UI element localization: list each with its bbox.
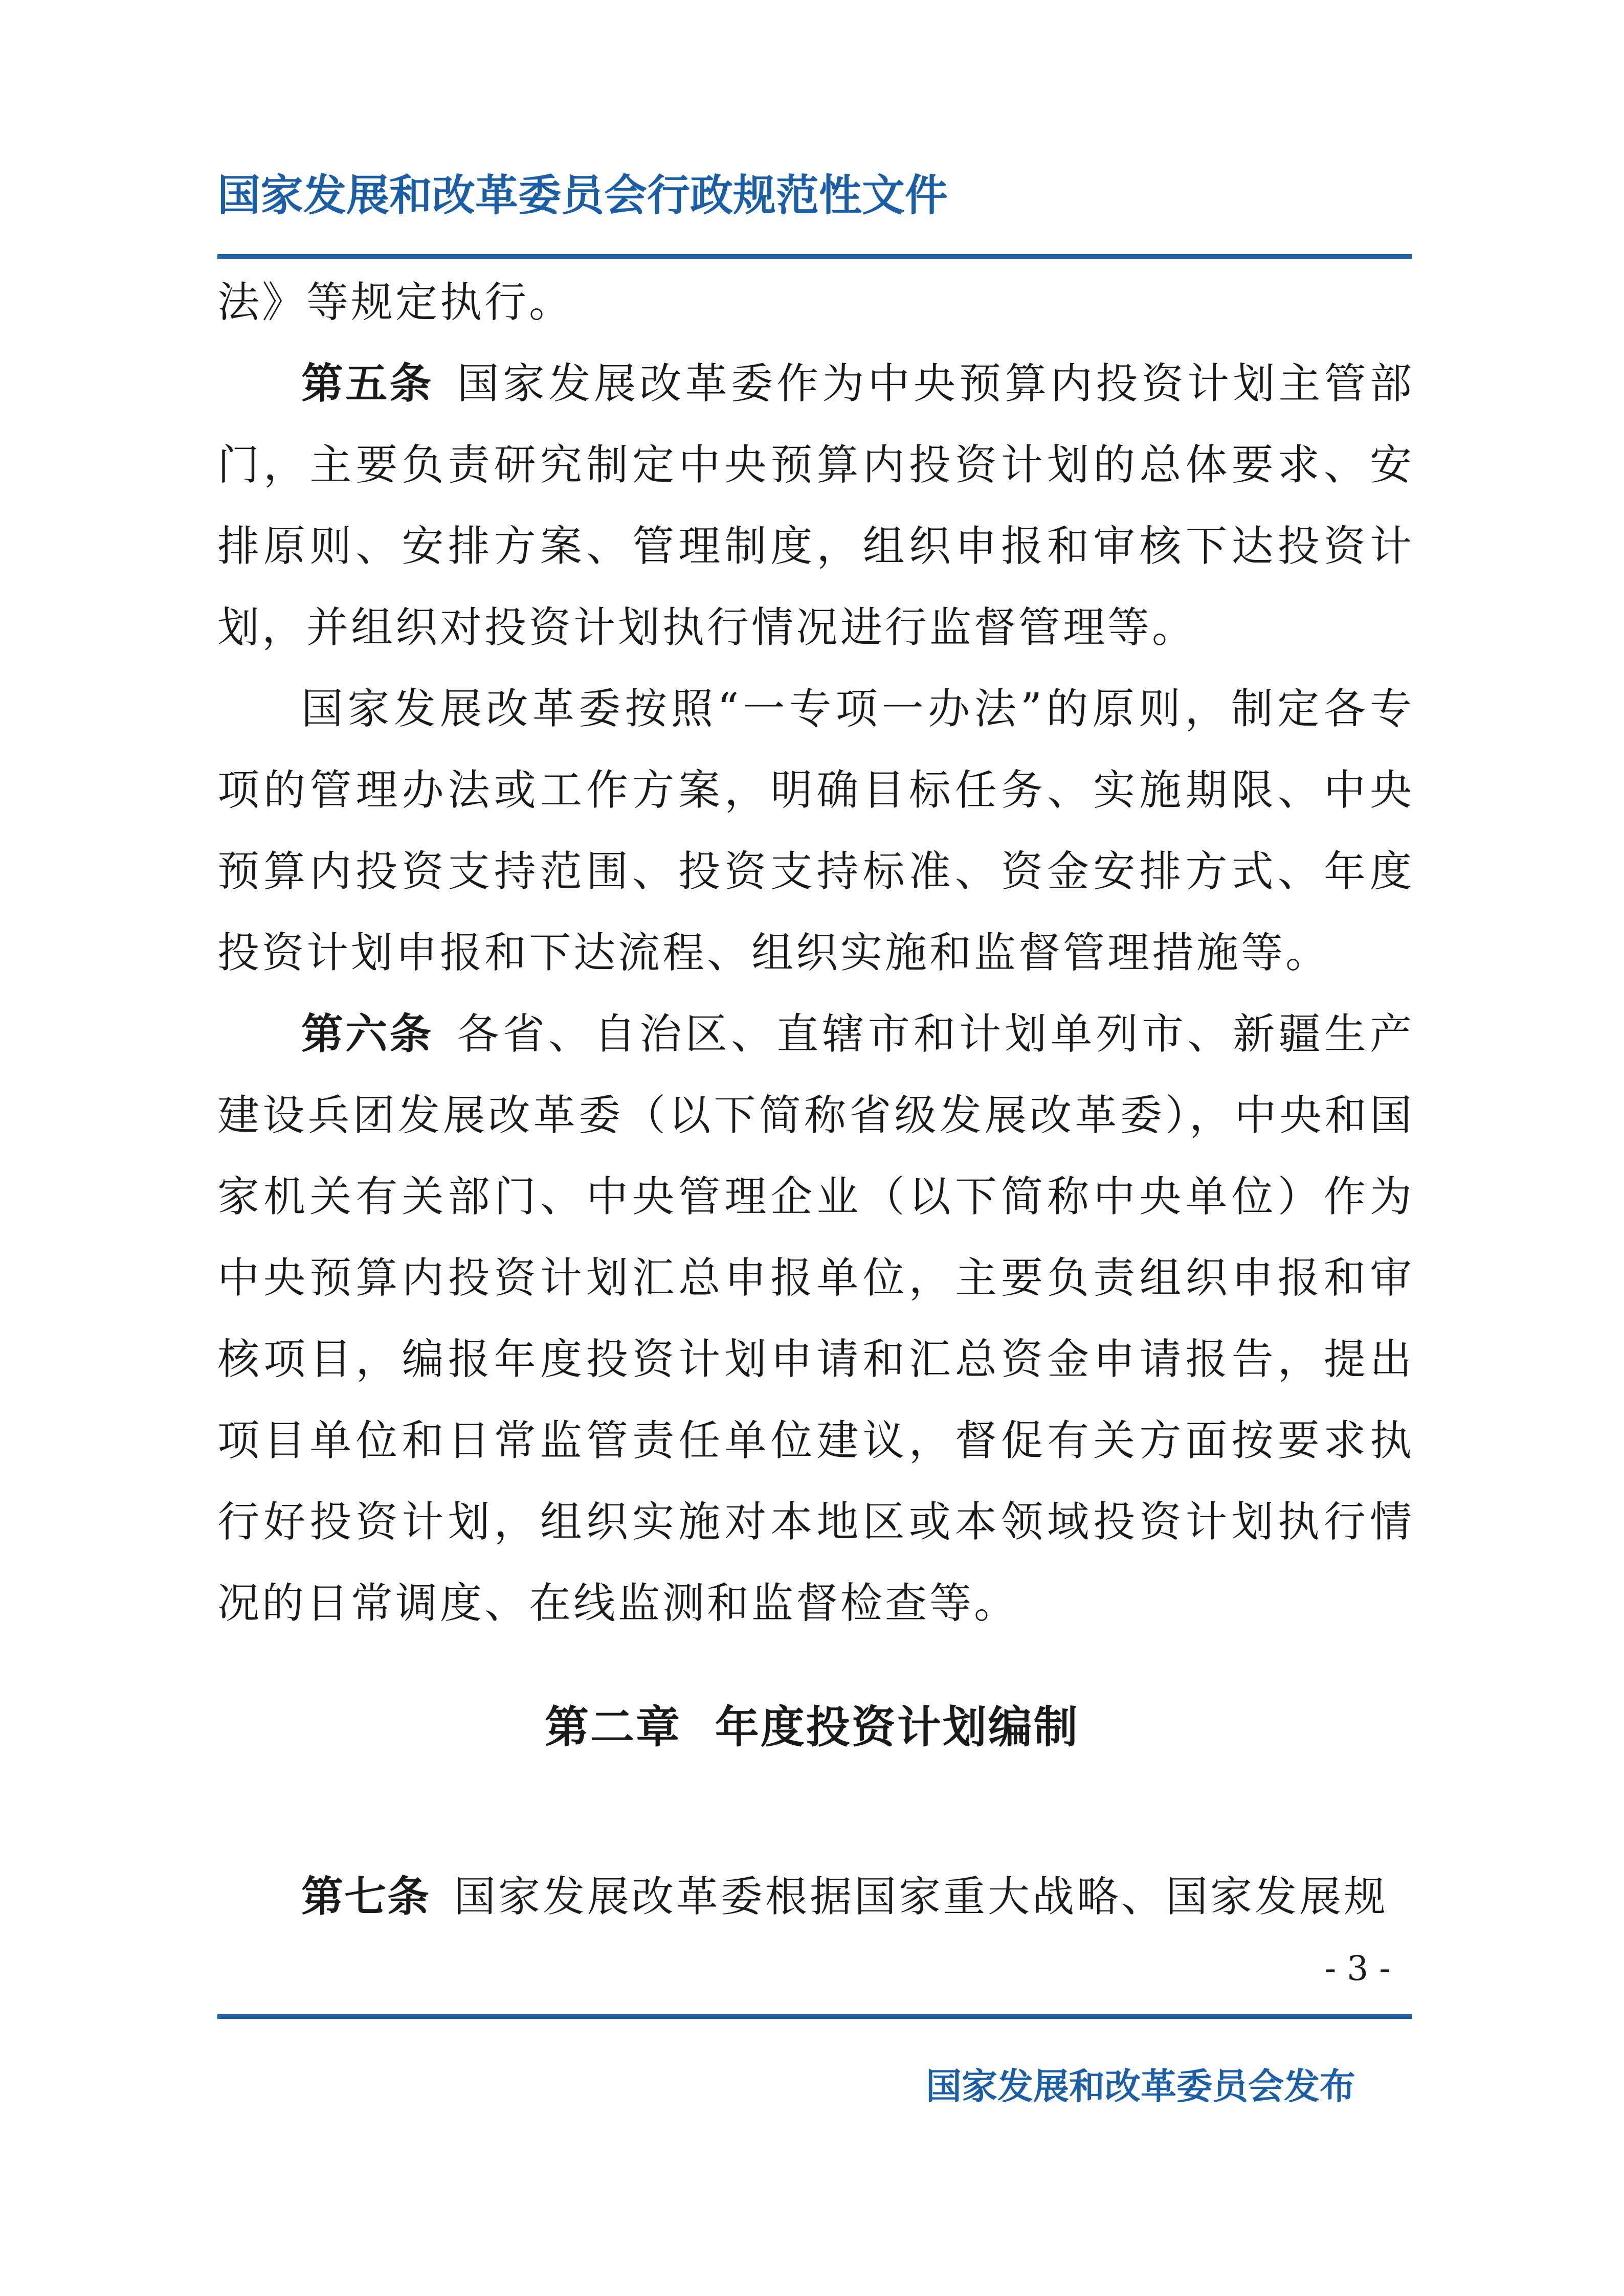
- article-5-second-paragraph: 国家发展改革委按照“一专项一办法”的原则，制定各专项的管理办法或工作方案，明确目标任务、实施期限、中央预算内投资支持范围、投资支持标准、资金安排方式、年度投资计划申报和下达流程、组织实施和监督管理措施等。: [217, 685, 1414, 977]
- article-5-paragraph: [217, 343, 1414, 668]
- article-5-number: 第五条: [301, 359, 434, 408]
- article-7-number: 第七条: [301, 1873, 431, 1921]
- article-7-text: 国家发展改革委根据国家重大战略、国家发展规: [454, 1873, 1389, 1921]
- article-6-paragraph: [217, 994, 1414, 1644]
- article-6-number: 第六条: [301, 1010, 434, 1059]
- chapter-heading: 第二章 年度投资计划编制: [545, 1702, 1079, 1753]
- document-body: [217, 262, 1414, 1644]
- article-7-paragraph: [217, 1866, 1414, 1928]
- article-6-text: 各省、自治区、直辖市和计划单列市、新疆生产建设兵团发展改革委（以下简称省级发展改革委），中央和国家机关有关部门、中央管理企业（以下简称中央单位）作为中央预算内投资计划汇总申报单位，主要负责组织申报和审核项目，编报年度投资计划申请和汇总资金申请报告，提出项目单位和日常监管责任单位建议，督促有关方面按要求执行好投资计划，组织实施对本地区或本领域投资计划执行情况的日常调度、在线监测和监督检查等。: [217, 1010, 1414, 1628]
- footer-publisher: 国家发展和改革委员会发布: [926, 2065, 1355, 2107]
- header-divider: [217, 254, 1412, 259]
- continuation-paragraph: 法》等规定执行。: [217, 278, 574, 327]
- article-5-text: 国家发展改革委作为中央预算内投资计划主管部门，主要负责研究制定中央预算内投资计划的总体要求、安排原则、安排方案、管理制度，组织申报和审核下达投资计划，并组织对投资计划执行情况进行监督管理等。: [217, 359, 1414, 652]
- footer-divider: [217, 2014, 1412, 2019]
- document-header-title: 国家发展和改革委员会行政规范性文件: [217, 170, 948, 220]
- page-number: - 3 -: [1325, 1949, 1391, 1988]
